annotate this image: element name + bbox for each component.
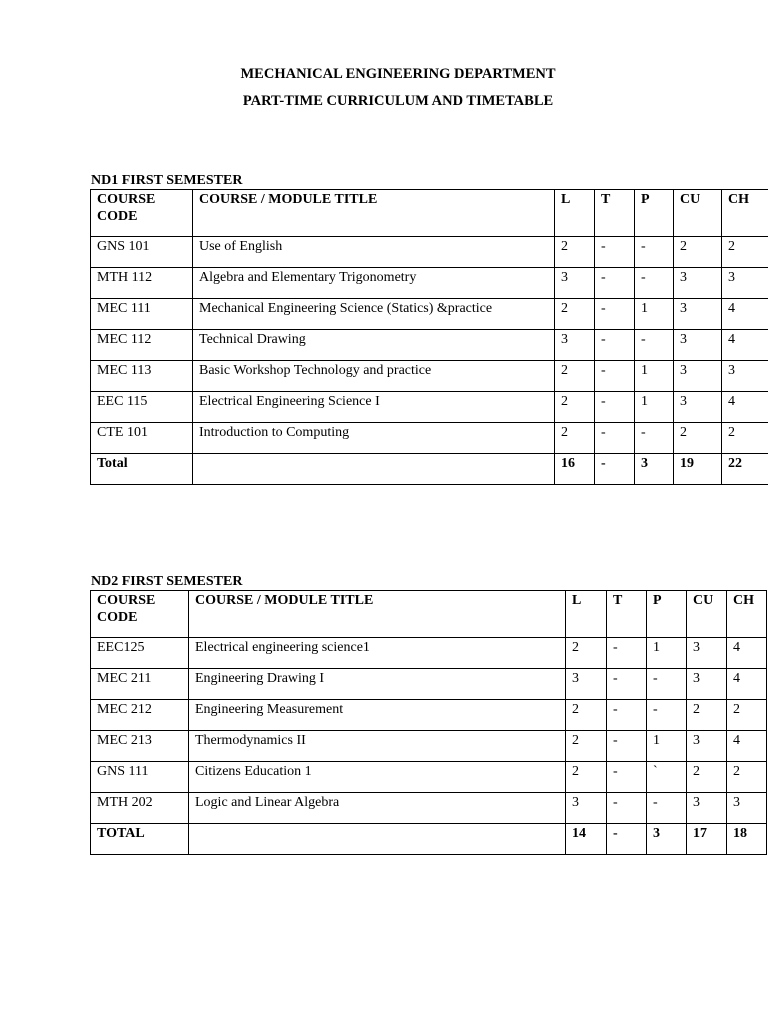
course-code-cell: CTE 101 — [91, 423, 193, 454]
total-course-code-cell: Total — [91, 454, 193, 485]
tutorial-hours-cell: - — [595, 330, 635, 361]
column-header-contact-hours: CH — [722, 190, 768, 237]
column-header-tutorial-hours: T — [595, 190, 635, 237]
total-tutorial-hours-cell: - — [607, 824, 647, 855]
tutorial-hours-cell: - — [607, 731, 647, 762]
course-code-cell: MEC 211 — [91, 669, 189, 700]
course-code-cell: MEC 111 — [91, 299, 193, 330]
course-title-cell: Use of English — [193, 237, 555, 268]
course-title-cell: Citizens Education 1 — [189, 762, 566, 793]
lecture-hours-cell: 2 — [555, 361, 595, 392]
course-title-cell: Electrical Engineering Science I — [193, 392, 555, 423]
table-row — [91, 762, 767, 793]
lecture-hours-cell: 2 — [555, 423, 595, 454]
course-title-cell: Thermodynamics II — [189, 731, 566, 762]
credit-units-cell: 3 — [674, 299, 722, 330]
column-header-credit-units: CU — [687, 591, 727, 638]
total-row — [91, 454, 768, 485]
column-header-course-code: COURSE CODE — [91, 190, 193, 237]
credit-units-cell: 2 — [674, 237, 722, 268]
lecture-hours-cell: 2 — [555, 237, 595, 268]
tutorial-hours-cell: - — [595, 392, 635, 423]
practical-hours-cell: - — [635, 423, 674, 454]
contact-hours-cell: 3 — [727, 793, 767, 824]
table-row — [91, 700, 767, 731]
practical-hours-cell: - — [647, 669, 687, 700]
nd1-first-semester-heading: ND1 FIRST SEMESTER — [91, 173, 243, 188]
credit-units-cell: 3 — [687, 731, 727, 762]
practical-hours-cell: - — [635, 330, 674, 361]
practical-hours-cell: 1 — [647, 638, 687, 669]
course-title-cell: Electrical engineering science1 — [189, 638, 566, 669]
course-code-cell: MEC 113 — [91, 361, 193, 392]
credit-units-cell: 3 — [674, 392, 722, 423]
practical-hours-cell: 1 — [647, 731, 687, 762]
lecture-hours-cell: 2 — [566, 700, 607, 731]
contact-hours-cell: 3 — [722, 268, 768, 299]
table-header-row — [91, 190, 768, 237]
course-code-cell: MTH 202 — [91, 793, 189, 824]
tutorial-hours-cell: - — [607, 793, 647, 824]
total-credit-units-cell: 17 — [687, 824, 727, 855]
credit-units-cell: 3 — [687, 669, 727, 700]
table-row — [91, 299, 768, 330]
tutorial-hours-cell: - — [595, 268, 635, 299]
course-code-cell: EEC 115 — [91, 392, 193, 423]
nd2-first-semester-table — [90, 590, 767, 855]
practical-hours-cell: - — [635, 268, 674, 299]
total-credit-units-cell: 19 — [674, 454, 722, 485]
course-title-cell: Technical Drawing — [193, 330, 555, 361]
course-title-cell: Engineering Measurement — [189, 700, 566, 731]
lecture-hours-cell: 3 — [555, 330, 595, 361]
contact-hours-cell: 4 — [727, 669, 767, 700]
column-header-tutorial-hours: T — [607, 591, 647, 638]
credit-units-cell: 3 — [687, 638, 727, 669]
course-code-cell: MEC 112 — [91, 330, 193, 361]
contact-hours-cell: 2 — [722, 423, 768, 454]
course-title-cell: Algebra and Elementary Trigonometry — [193, 268, 555, 299]
total-contact-hours-cell: 22 — [722, 454, 768, 485]
table-row — [91, 793, 767, 824]
contact-hours-cell: 3 — [722, 361, 768, 392]
table-row — [91, 361, 768, 392]
lecture-hours-cell: 3 — [555, 268, 595, 299]
total-lecture-hours-cell: 16 — [555, 454, 595, 485]
contact-hours-cell: 2 — [727, 762, 767, 793]
table-header-row — [91, 591, 767, 638]
course-title-cell: Introduction to Computing — [193, 423, 555, 454]
course-title-cell: Logic and Linear Algebra — [189, 793, 566, 824]
lecture-hours-cell: 2 — [566, 762, 607, 793]
course-code-cell: MEC 213 — [91, 731, 189, 762]
column-header-lecture-hours: L — [566, 591, 607, 638]
total-lecture-hours-cell: 14 — [566, 824, 607, 855]
tutorial-hours-cell: - — [607, 669, 647, 700]
total-tutorial-hours-cell: - — [595, 454, 635, 485]
table-row — [91, 237, 768, 268]
course-code-cell: GNS 111 — [91, 762, 189, 793]
credit-units-cell: 2 — [687, 700, 727, 731]
credit-units-cell: 2 — [674, 423, 722, 454]
contact-hours-cell: 4 — [722, 392, 768, 423]
column-header-course-code: COURSE CODE — [91, 591, 189, 638]
practical-hours-cell: - — [647, 793, 687, 824]
tutorial-hours-cell: - — [595, 423, 635, 454]
contact-hours-cell: 4 — [722, 299, 768, 330]
lecture-hours-cell: 2 — [566, 731, 607, 762]
lecture-hours-cell: 3 — [566, 793, 607, 824]
document-subtitle: PART-TIME CURRICULUM AND TIMETABLE — [242, 93, 554, 109]
credit-units-cell: 3 — [674, 361, 722, 392]
column-header-lecture-hours: L — [555, 190, 595, 237]
credit-units-cell: 3 — [674, 268, 722, 299]
table-row — [91, 638, 767, 669]
practical-hours-cell: - — [647, 700, 687, 731]
course-title-cell: Engineering Drawing I — [189, 669, 566, 700]
contact-hours-cell: 4 — [722, 330, 768, 361]
tutorial-hours-cell: - — [595, 299, 635, 330]
contact-hours-cell: 2 — [727, 700, 767, 731]
column-header-course-title: COURSE / MODULE TITLE — [189, 591, 566, 638]
practical-hours-cell: ` — [647, 762, 687, 793]
credit-units-cell: 2 — [687, 762, 727, 793]
column-header-contact-hours: CH — [727, 591, 767, 638]
table-row — [91, 392, 768, 423]
course-title-cell: Basic Workshop Technology and practice — [193, 361, 555, 392]
contact-hours-cell: 2 — [722, 237, 768, 268]
tutorial-hours-cell: - — [595, 237, 635, 268]
lecture-hours-cell: 2 — [555, 299, 595, 330]
practical-hours-cell: 1 — [635, 392, 674, 423]
total-row — [91, 824, 767, 855]
credit-units-cell: 3 — [674, 330, 722, 361]
course-code-cell: MTH 112 — [91, 268, 193, 299]
column-header-practical-hours: P — [647, 591, 687, 638]
document-title: MECHANICAL ENGINEERING DEPARTMENT — [240, 66, 556, 82]
total-practical-hours-cell: 3 — [647, 824, 687, 855]
table-row — [91, 423, 768, 454]
column-header-credit-units: CU — [674, 190, 722, 237]
course-title-cell: Mechanical Engineering Science (Statics) &practice — [193, 299, 555, 330]
lecture-hours-cell: 2 — [555, 392, 595, 423]
nd2-first-semester-heading: ND2 FIRST SEMESTER — [91, 574, 243, 589]
practical-hours-cell: 1 — [635, 361, 674, 392]
total-course-code-cell: TOTAL — [91, 824, 189, 855]
course-code-cell: EEC125 — [91, 638, 189, 669]
tutorial-hours-cell: - — [595, 361, 635, 392]
lecture-hours-cell: 3 — [566, 669, 607, 700]
table-row — [91, 330, 768, 361]
table-row — [91, 731, 767, 762]
total-course-title-cell — [189, 824, 566, 855]
column-header-course-title: COURSE / MODULE TITLE — [193, 190, 555, 237]
course-code-cell: MEC 212 — [91, 700, 189, 731]
practical-hours-cell: - — [635, 237, 674, 268]
total-practical-hours-cell: 3 — [635, 454, 674, 485]
contact-hours-cell: 4 — [727, 731, 767, 762]
lecture-hours-cell: 2 — [566, 638, 607, 669]
contact-hours-cell: 4 — [727, 638, 767, 669]
table-row — [91, 669, 767, 700]
course-code-cell: GNS 101 — [91, 237, 193, 268]
table-row — [91, 268, 768, 299]
credit-units-cell: 3 — [687, 793, 727, 824]
column-header-practical-hours: P — [635, 190, 674, 237]
tutorial-hours-cell: - — [607, 700, 647, 731]
total-course-title-cell — [193, 454, 555, 485]
nd1-first-semester-table — [90, 189, 768, 485]
practical-hours-cell: 1 — [635, 299, 674, 330]
total-contact-hours-cell: 18 — [727, 824, 767, 855]
tutorial-hours-cell: - — [607, 638, 647, 669]
tutorial-hours-cell: - — [607, 762, 647, 793]
